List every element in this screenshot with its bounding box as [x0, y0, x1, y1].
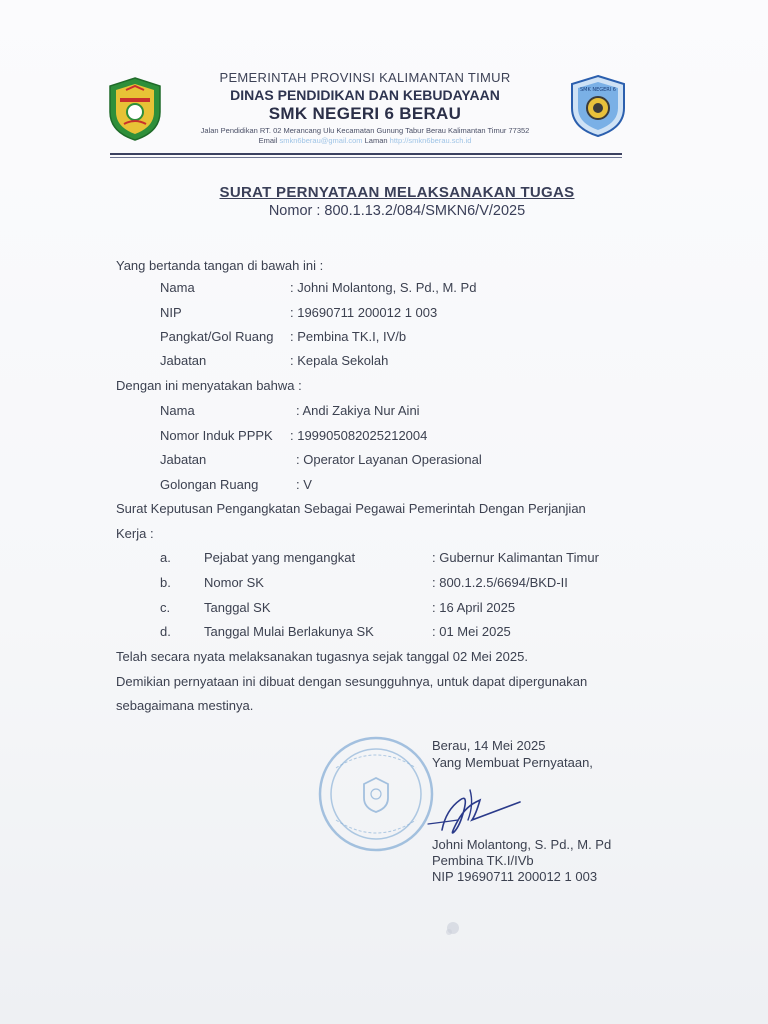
school-logo: [568, 74, 628, 138]
laman-label: Laman: [364, 136, 388, 145]
signer-nip-label: NIP: [160, 305, 182, 320]
signer-name-label: Nama: [160, 280, 195, 295]
official-stamp: [316, 728, 434, 860]
scan-artifact: [438, 914, 468, 944]
letterhead-divider: [110, 153, 622, 155]
letterhead-divider-thin: [110, 157, 622, 158]
sk-letter-d: d.: [160, 624, 171, 639]
provincial-emblem-logo: [106, 76, 164, 142]
sk-letter-b: b.: [160, 575, 171, 590]
school-logo-text: SMK NEGERI 6: [579, 87, 617, 93]
sk-value-a: : Gubernur Kalimantan Timur: [432, 550, 599, 565]
letterhead-school: SMK NEGERI 6 BERAU: [268, 104, 462, 123]
sign-rank: Pembina TK.I/IVb: [432, 853, 534, 868]
letterhead-address: Jalan Pendidikan RT. 02 Merancang Ulu Kecamatan Gunung Tabur Berau Kalimantan Timur 77352: [200, 126, 530, 135]
letterhead: [160, 70, 570, 145]
email-label: Email: [258, 136, 278, 145]
signer-name-value: : Johni Molantong, S. Pd., M. Pd: [290, 280, 477, 295]
signer-position-label: Jabatan: [160, 353, 207, 368]
letterhead-contact: [160, 136, 570, 145]
sk-label-a: Pejabat yang mengangkat: [204, 550, 356, 565]
email-link[interactable]: smkn6berau@gmail.com: [279, 136, 363, 145]
sign-place-date: Berau, 14 Mei 2025: [432, 738, 546, 753]
sk-value-b: : 800.1.2.5/6694/BKD-II: [432, 575, 568, 590]
letter-number: Nomor : 800.1.13.2/084/SMKN6/V/2025: [268, 203, 526, 219]
closing-line2: Demikian pernyataan ini dibuat dengan sesungguhnya, untuk dapat dipergunakan: [116, 674, 588, 689]
sk-intro-line2: Kerja :: [116, 526, 154, 541]
employee-nip-label: Nomor Induk PPPK: [160, 428, 273, 443]
employee-grade-value: : V: [296, 477, 312, 492]
sk-letter-c: c.: [160, 600, 171, 615]
sk-value-c: : 16 April 2025: [432, 600, 516, 615]
letter-title: SURAT PERNYATAAN MELAKSANAKAN TUGAS: [219, 184, 575, 201]
sk-intro-line1: Surat Keputusan Pengangkatan Sebagai Pegawai Pemerintah Dengan Perjanjian: [116, 501, 586, 516]
sign-name: Johni Molantong, S. Pd., M. Pd: [432, 837, 612, 852]
website-link[interactable]: http://smkn6berau.sch.id: [389, 136, 472, 145]
employee-position-value: : Operator Layanan Operasional: [296, 452, 482, 467]
letterhead-government: PEMERINTAH PROVINSI KALIMANTAN TIMUR: [219, 70, 511, 85]
sk-value-d: : 01 Mei 2025: [432, 624, 511, 639]
employee-name-value: : Andi Zakiya Nur Aini: [296, 403, 420, 418]
sk-label-c: Tanggal SK: [204, 600, 271, 615]
signer-rank-value: : Pembina TK.I, IV/b: [290, 329, 407, 344]
employee-name-label: Nama: [160, 403, 195, 418]
intro-text: Yang bertanda tangan di bawah ini :: [116, 258, 324, 273]
closing-line3: sebagaimana mestinya.: [116, 698, 254, 713]
signer-position-value: : Kepala Sekolah: [290, 353, 389, 368]
closing-line1: Telah secara nyata melaksanakan tugasnya sejak tanggal 02 Mei 2025.: [116, 649, 528, 664]
handwritten-signature: [424, 780, 528, 840]
sign-nip: NIP 19690711 200012 1 003: [432, 869, 598, 884]
sign-role: Yang Membuat Pernyataan,: [432, 755, 593, 770]
sk-letter-a: a.: [160, 550, 171, 565]
declare-text: Dengan ini menyatakan bahwa :: [116, 378, 302, 393]
employee-grade-label: Golongan Ruang: [160, 477, 259, 492]
sk-label-d: Tanggal Mulai Berlakunya SK: [204, 624, 374, 639]
letterhead-department: DINAS PENDIDIKAN DAN KEBUDAYAAN: [230, 87, 500, 103]
employee-nip-value: : 199905082025212004: [290, 428, 428, 443]
signer-nip-value: : 19690711 200012 1 003: [290, 305, 438, 320]
sk-label-b: Nomor SK: [204, 575, 264, 590]
signer-rank-label: Pangkat/Gol Ruang: [160, 329, 274, 344]
employee-position-label: Jabatan: [160, 452, 207, 467]
